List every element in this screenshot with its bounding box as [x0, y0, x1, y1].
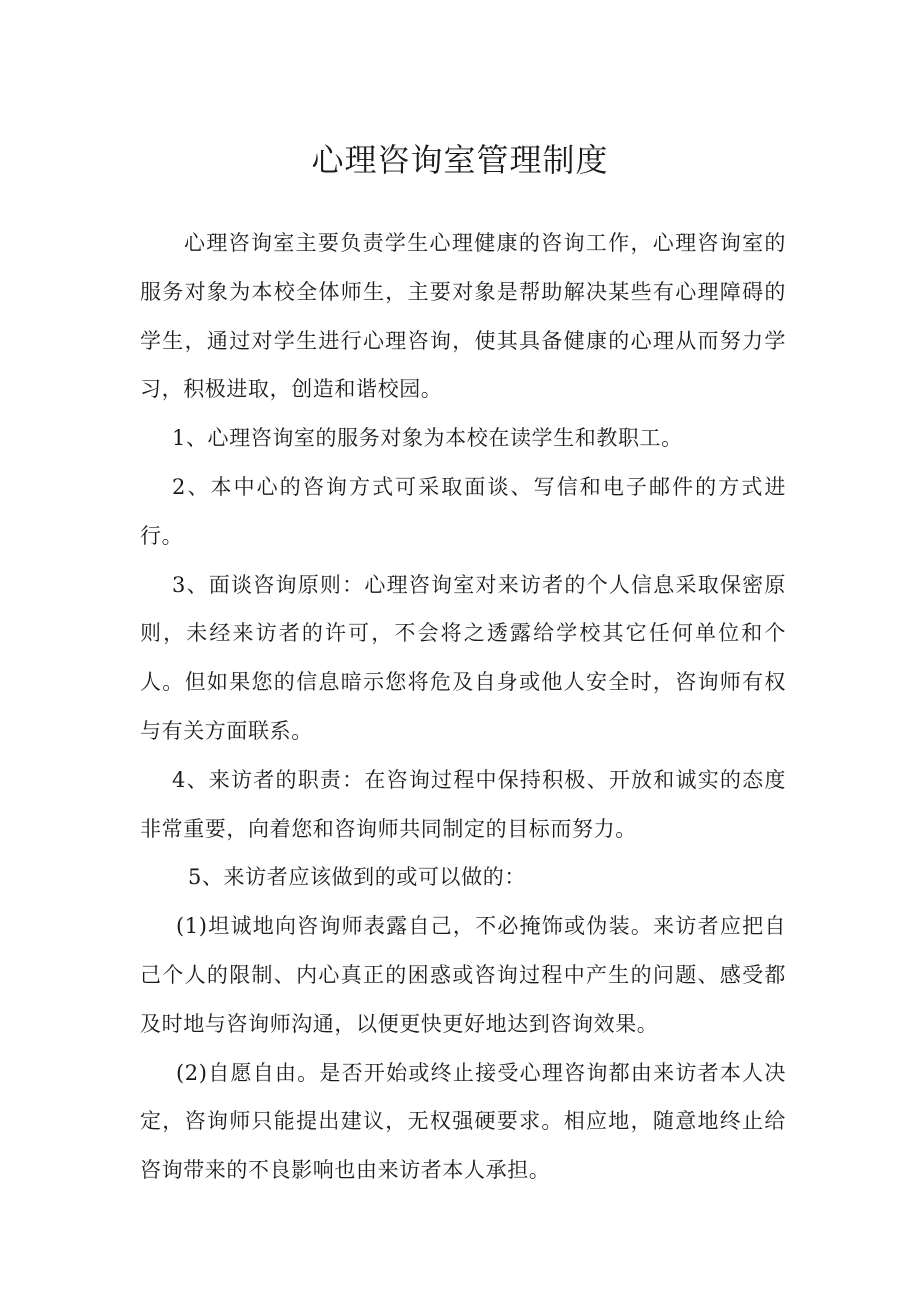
rule-1-paragraph: 1、心理咨询室的服务对象为本校在读学生和教职工。 — [172, 426, 683, 451]
rule-3-paragraph: 3、面谈咨询原则：心理咨询室对来访者的个人信息采取保密原则，未经来访者的许可，不会将之透露给学校其它任何单位和个人。但如果您的信息暗示您将危及自身或他人安全时，咨询师有权与有关方面联系。 — [140, 572, 786, 743]
intro-paragraph: 心理咨询室主要负责学生心理健康的咨询工作，心理咨询室的服务对象为本校全体师生，主要对象是帮助解决某些有心理障碍的学生，通过对学生进行心理咨询，使其具备健康的心理从而努力学习，积极进取，创造和谐校园。 — [140, 231, 786, 402]
document-title: 心理咨询室管理制度 — [311, 141, 609, 179]
document-body — [140, 219, 786, 1195]
rule-2-paragraph: 2、本中心的咨询方式可采取面谈、写信和电子邮件的方式进行。 — [140, 474, 786, 548]
rule-4-paragraph: 4、来访者的职责：在咨询过程中保持积极、开放和诚实的态度非常重要，向着您和咨询师共同制定的目标而努力。 — [140, 767, 786, 841]
rule-5-item-1-paragraph: (1)坦诚地向咨询师表露自己，不必掩饰或伪装。来访者应把自己个人的限制、内心真正的困惑或咨询过程中产生的问题、感受都及时地与咨询师沟通，以便更快更好地达到咨询效果。 — [140, 914, 786, 1036]
rule-5-item-2-paragraph: (2)自愿自由。是否开始或终止接受心理咨询都由来访者本人决定，咨询师只能提出建议，无权强硬要求。相应地，随意地终止给咨询带来的不良影响也由来访者本人承担。 — [140, 1060, 786, 1183]
rule-5-paragraph: 5、来访者应该做到的或可以做的： — [188, 865, 526, 890]
